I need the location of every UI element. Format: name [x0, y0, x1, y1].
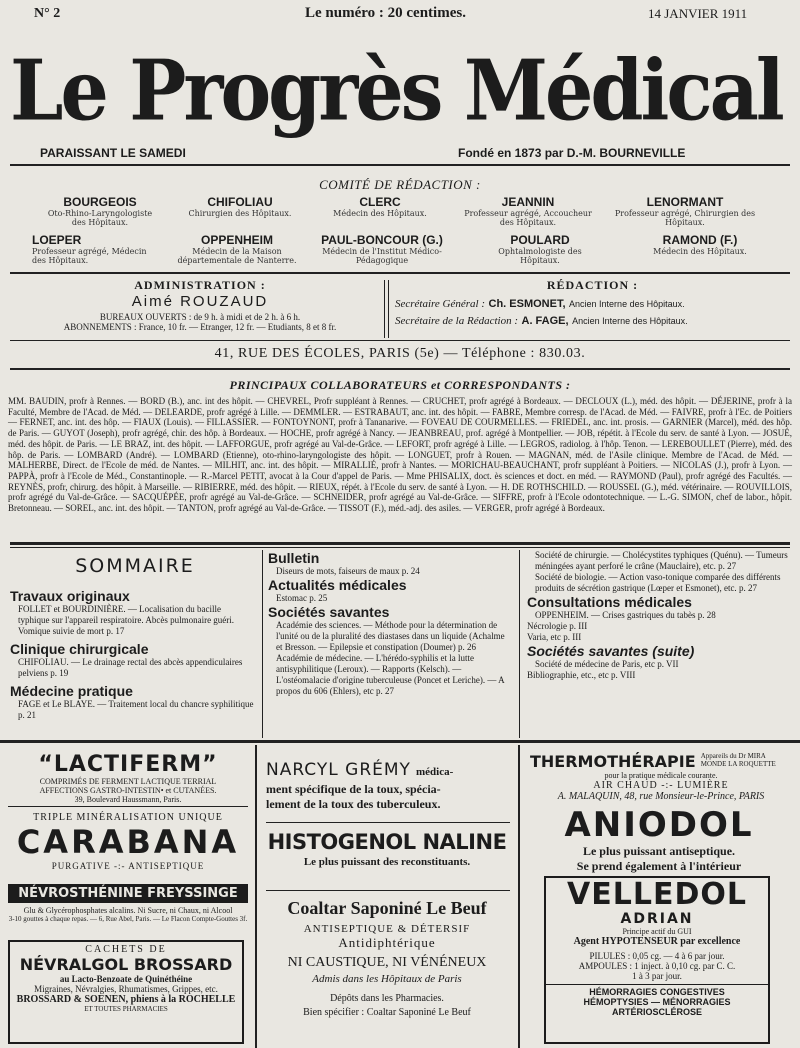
thermo-side	[701, 752, 776, 768]
toc-entry	[10, 604, 254, 637]
toc-entry	[10, 699, 254, 721]
toc-entry	[10, 657, 254, 679]
ad-rule	[266, 890, 510, 891]
toc-entry	[527, 610, 790, 621]
collaborators-list: MM. BAUDIN, profr à Rennes. — BORD (B.), anc. int des hôpit. — CHEVREL, Profr suppléant à Rennes. — CRUCHET, profr agrégé à Bordeaux. — DECLOUX (L.), méd. des hôpit. — DÉJERINE, profr à la Faculté, Membre de l'Acad. de Méd. — DELEARDE, profr agrégé à Lille. — DEMMLER. — ESTRABAUT, anc. int. des hôpit. — FABRE, Membre corresp. de l'Acad. de Méd. — FAIVRE, profr à l'Ec. de Poitiers — FERNET, anc. int. des hôp. — FIAUX (Louis). — FILLASSIER. — FONTOYNONT, profr à Tananarive. — FOVEAU DE COURMELLES. — FRIEDEL, anc. int. prosis. — GARNIER (Marcel), méd. des hôp. de Paris. — GUYOT (Joseph), profr agrégé, chir. des hôp. à Bordeaux. — HOCHE, profr agrégé à Nancy. — JEANBREAU, prof. agrégé à Montpellier. — JOB, répétit. à l'Ecole du serv. de santé à Lyon. — JOSUÉ, méd. des hôpit. de Paris. — LE BRAZ, int. des hôpit. — LAFFORGUE, profr agrégé au Val-de-Grâce. — LEFORT, profr agrégé à Lille. — LEGROS, radiolog. à l'hôp. Tenon. — LEREBOULLET (Pierre), méd. des hôp. de Paris. — LOMBARD (André). — LOMBARD (Etienne), oto-rhino-laryngologiste des hôpit. — LONGUET, profr à Rouen. — MAGNAN, méd. de l'Asile clinique. Membre de l'Acad. de Méd. — MALHERBE, Direct. de l'Ecole de méd. de Nantes. — MILHIT, anc. int. des hôpit. — MIRALLIÉ, profr à Nantes. — MORICHAU-BEAUCHANT, profr suppléant à Poitiers. — NICOLAS (J.), profr à Lyon. — PAPPÀ, profr à l'Ecole de Méd., Constantinople. — R.-Marcel PETIT, avocat à la Cour d'appel de Paris. — Mme PHISALIX, doct. ès sciences et doct. en méd. — RAYMOND (Paul), profr agrégé des Facultés. — REYNÈS, profr, chirurg. des hôpit. à Marseille. — RIBIERRE, méd. des hôpit. — RIEUX, répét. à l'Ecole du serv. de santé à Lyon. — H. DE ROTHSCHILD. — ROUSSEL (G.), méd. vétérinaire. — ROUVILLOIS, profr agrégé du Val-de-Grâce. — SACQUÉPÉE, profr agrégé au Val-de-Grâce. — SCHNEIDER, profr agrégé au Val-de-Grâce. — SIFFRE, profr à l'Ecole odontotechnique. — L.-G. SIMON, chef de labor., hôpit. Bretonneau. — SOREL, anc. int. des hôpit. — TANTON, profr agrégé au Val-de-Grâce. — TISSOT (F.), méd.-adj. des asiles. — VERGER, profr agrégé à Bordeaux.	[8, 396, 792, 514]
velledol-name: VELLEDOL	[567, 877, 747, 912]
admin-name: Aimé ROUZAUD	[131, 293, 269, 310]
secretary-general-line	[395, 297, 790, 310]
committee-member	[610, 195, 760, 227]
toc-entry-text: Société de chirurgie. — Cholécystites typhiques (Quénu). — Tumeurs méningées ayant perforé le crâne (Mauclaire), etc.	[535, 550, 788, 571]
admin-divider	[384, 280, 385, 338]
address-line: 41, RUE DES ÉCOLES, PARIS (5e) — Téléphone : 830.03.	[214, 346, 586, 361]
committee-heading: COMITÉ DE RÉDACTION :	[319, 177, 481, 192]
toc-entry	[268, 620, 512, 653]
member-role: Médecin de l'Institut Médico-Pédagogique	[322, 247, 442, 265]
secretary-redaction-label: Secrétaire de la Rédaction :	[395, 315, 518, 327]
toc-page: p. 27	[738, 583, 757, 593]
toc-entry-text: Diseurs de mots, faiseurs de maux	[276, 566, 400, 576]
thermo-side-line1: Appareils du Dr MIRA	[700, 752, 766, 760]
aniodol-name: ANIODOL	[564, 805, 754, 845]
lactiferm-line3: 39, Boulevard Haussmann, Paris.	[74, 795, 182, 804]
ad-aniodol	[526, 806, 792, 874]
secretary-general-label: Secrétaire Général :	[395, 298, 486, 310]
collaborators-rule-2	[10, 547, 790, 548]
velledol-sub: ADRIAN	[620, 911, 694, 927]
toc-page: p. 21	[18, 710, 36, 720]
carabana-top: TRIPLE MINÉRALISATION UNIQUE	[33, 812, 223, 823]
gremy-line2: lement de la toux des tuberculeux.	[266, 797, 441, 811]
toc-entry-text: Bibliographie, etc., etc	[527, 670, 609, 680]
admin-divider-2	[388, 280, 389, 338]
toc-page: p. 27	[718, 561, 737, 571]
ad-rule	[8, 806, 248, 807]
thermo-side-line2: MONDE LA ROQUETTE	[700, 760, 776, 768]
toc-entry-text: Société de biologie. — Action vaso-tonique comparée des différents produits de sécrétion gastrique (Lœper et Esmonet), etc.	[535, 572, 781, 593]
brossard-line1: au Lacto-Benzoate de Quinéthéine	[59, 974, 193, 984]
masthead-title: Le Progrès Médical	[10, 41, 782, 140]
member-name: OPPENHEIM	[200, 233, 273, 247]
lactiferm-line1: COMPRIMÉS DE FERMENT LACTIQUE TERRIAL	[39, 777, 217, 786]
toc-entry-text: Académie des sciences. — Méthode pour la détermination de l'unité ou de la pluralité des diastases dans un liquide (Achalme et Bresson. — Epilepsie et constipation (Doumer)	[276, 620, 505, 652]
committee-member	[458, 195, 598, 227]
committee-member	[40, 195, 160, 227]
toc-page: p. 24	[401, 566, 420, 576]
thermo-line3: A. MALAQUIN, 48, rue Monsieur-le-Prince, PARIS	[557, 791, 765, 802]
toc-entry	[268, 593, 512, 604]
gremy-line1: ment spécifique de la toux, spécia-	[266, 782, 441, 796]
velledol-line1: Principe actif du GUI	[622, 927, 692, 936]
member-name: JEANNIN	[501, 195, 555, 209]
coaltar-line5: Dépôts dans les Pharmacies.	[330, 993, 444, 1004]
toc-entry	[527, 659, 790, 670]
member-role: Oto-Rhino-Laryngologiste des Hôpitaux.	[47, 209, 153, 227]
toc-section-heading: Actualités médicales	[268, 577, 407, 593]
member-role: Professeur agrégé, Accoucheur des Hôpitaux.	[464, 209, 592, 227]
committee-member	[32, 233, 152, 265]
coaltar-name: Coaltar Saponiné Le Beuf	[287, 898, 487, 918]
toc-section-heading: Sociétés savantes	[268, 604, 390, 620]
coaltar-line1: ANTISEPTIQUE & DÉTERSIF	[303, 923, 471, 935]
aniodol-line2: Se prend également à l'intérieur	[576, 859, 742, 873]
committee-member	[172, 233, 302, 265]
toc-section-heading: Bulletin	[268, 550, 320, 566]
secretary-general-role: Ancien Interne des Hôpitaux.	[569, 299, 685, 309]
toc-entry	[527, 550, 790, 572]
toc-entry-text: CHIFOLIAU. — Le drainage rectal des abcès appendiculaires pelviens	[18, 657, 243, 678]
issue-number: N° 2	[34, 6, 61, 21]
brossard-line2: Migraines, Névralgies, Rhumatismes, Grippes, etc.	[34, 984, 218, 994]
coaltar-line4: Admis dans les Hôpitaux de Paris	[312, 973, 462, 985]
committee-member	[180, 195, 300, 218]
toc-page: p. 27	[375, 686, 394, 696]
issue-date: 14 JANVIER 1911	[648, 6, 748, 21]
member-role: Professeur agrégé, Médecin des Hôpitaux.	[32, 247, 147, 265]
toc-page: p. III	[563, 632, 582, 642]
velledol-line8: ARTÉRIOSCLÉROSE	[611, 1007, 702, 1017]
sommaire-col-divider-2	[519, 550, 520, 738]
thermo-title-line	[530, 752, 792, 771]
committee-member	[312, 233, 452, 265]
gremy-name: NARCYL GRÉMY	[266, 760, 411, 780]
secretary-redaction-role: Ancien Interne des Hôpitaux.	[572, 316, 688, 326]
masthead-rule	[10, 164, 790, 166]
member-name: LENORMANT	[646, 195, 724, 209]
member-role: Professeur agrégé, Chirurgien des Hôpitaux.	[614, 209, 756, 227]
toc-page: p. 26	[457, 642, 476, 652]
ads-col-divider-1	[255, 745, 257, 1048]
toc-section-heading: Médecine pratique	[10, 683, 133, 699]
lactiferm-title: “LACTIFERM”	[38, 752, 218, 777]
coaltar-line2: Antidiphtérique	[338, 935, 436, 950]
toc-page: p. 28	[697, 610, 716, 620]
brossard-name: NÉVRALGOL BROSSARD	[19, 955, 233, 974]
toc-entry	[527, 670, 790, 681]
ads-rule	[0, 740, 800, 743]
sommaire-col-2	[268, 550, 512, 697]
secretary-redaction-name: A. FAGE,	[521, 315, 569, 327]
member-name: LOEPER	[32, 233, 82, 247]
toc-section-heading: Travaux originaux	[10, 588, 130, 604]
redaction-block	[395, 278, 790, 327]
toc-entry-text: Estomac	[276, 593, 307, 603]
toc-entry-text: Nécrologie	[527, 621, 567, 631]
member-name: CLERC	[359, 195, 401, 209]
member-role: Médecin des Hôpitaux.	[653, 247, 747, 256]
ad-histogenol	[262, 830, 512, 868]
ad-coaltar	[262, 898, 512, 1018]
carabana-name: CARABANA	[16, 823, 240, 861]
subscriptions: ABONNEMENTS : France, 10 fr. — Etranger, 12 fr. — Etudiants, 8 et 8 fr.	[63, 322, 337, 332]
founding-note: Fondé en 1873 par D.-M. BOURNEVILLE	[458, 146, 686, 160]
ads-col-divider-2	[518, 745, 520, 1048]
toc-entry-text: OPPENHEIM. — Crises gastriques du tabès	[535, 610, 696, 620]
address-rule-bottom	[10, 368, 790, 370]
toc-section-heading: Sociétés savantes (suite)	[527, 643, 695, 659]
publication-frequency: PARAISSANT LE SAMEDI	[40, 146, 186, 160]
toc-entry	[527, 621, 790, 632]
toc-entry-text: FAGE et Le BLAYE. — Traitement local du chancre syphilitique	[18, 699, 254, 709]
toc-page: p. VII	[657, 659, 679, 669]
ad-velledol	[544, 876, 770, 1044]
brossard-top: CACHETS DE	[85, 944, 167, 955]
carabana-sub: PURGATIVE -:- ANTISEPTIQUE	[51, 861, 205, 871]
office-hours: BUREAUX OUVERTS : de 9 h. à midi et de 2 h. à 6 h.	[99, 312, 301, 322]
toc-section-heading: Clinique chirurgicale	[10, 641, 149, 657]
velledol-line3: PILULES : 0,05 cg. — 4 à 6 par jour.	[589, 951, 725, 961]
member-role: Médecin de la Maison départementale de Nanterre.	[177, 247, 297, 265]
toc-entry-text: FOLLET et BOURDINIÈRE. — Localisation du bacille typhique sur l'appareil respiratoire. Abcès pulmonaire guéri. Vomique suivie de mort	[18, 604, 235, 636]
member-name: RAMOND (F.)	[662, 233, 738, 247]
histogenol-sub: Le plus puissant des reconstituants.	[303, 856, 471, 868]
velledol-line2: Agent HYPOTENSEUR par excellence	[573, 936, 741, 947]
aniodol-line1: Le plus puissant antiseptique.	[582, 844, 736, 858]
admin-heading: ADMINISTRATION :	[134, 278, 266, 292]
toc-entry	[268, 653, 512, 697]
sommaire-col-1	[10, 588, 254, 721]
redaction-heading: RÉDACTION :	[546, 278, 639, 292]
thermo-line1: pour la pratique médicale courante.	[604, 771, 718, 780]
gremy-tail: médica-	[416, 766, 454, 778]
coaltar-line6: Bien spécifier : Coaltar Saponiné Le Beuf	[303, 1007, 471, 1018]
ad-brossard	[8, 940, 244, 1044]
ad-thermotherapie	[530, 752, 792, 802]
brossard-line4: ET TOUTES PHARMACIES	[84, 1005, 168, 1013]
lactiferm-line2: AFFECTIONS GASTRO-INTESTIN• et CUTANÉES.	[39, 786, 217, 795]
toc-section-heading: Consultations médicales	[527, 594, 692, 610]
ad-gremy	[266, 760, 510, 812]
freyssinge-line2: 3-10 gouttes à chaque repas. — 6, Rue Abel, Paris. — Le Flacon Compte-Gouttes 3f.	[8, 915, 248, 923]
committee-member	[320, 195, 440, 218]
sommaire-heading: SOMMAIRE	[75, 555, 195, 577]
member-role: Médecin des Hôpitaux.	[333, 209, 427, 218]
admin-block	[20, 278, 380, 332]
velledol-line7: HÉMOPTYSIES — MÉNORRAGIES	[583, 997, 731, 1007]
sommaire-col-3	[527, 550, 790, 681]
address-rule-top	[10, 340, 790, 341]
secretary-redaction-line	[395, 314, 790, 327]
ad-freyssinge	[8, 884, 248, 923]
toc-page: p. 19	[50, 668, 69, 678]
gremy-title-line	[266, 760, 510, 780]
velledol-line6: HÉMORRAGIES CONGESTIVES	[546, 984, 768, 997]
histogenol-name: HISTOGENOL NALINE	[267, 830, 507, 854]
sommaire-col-divider-1	[262, 550, 263, 738]
member-name: PAUL-BONCOUR (G.)	[321, 233, 443, 247]
toc-entry-text: Varia, etc	[527, 632, 561, 642]
velledol-line4: AMPOULES : 1 inject. à 0,10 cg. par C. C.	[578, 961, 736, 971]
member-role: Chirurgien des Hôpitaux.	[188, 209, 292, 218]
member-role: Ophtalmologiste des Hôpitaux.	[498, 247, 582, 265]
toc-page: p. 25	[309, 593, 328, 603]
toc-page: p. VIII	[610, 670, 636, 680]
member-name: POULARD	[510, 233, 570, 247]
freyssinge-name: NÉVROSTHÉNINE FREYSSINGE	[8, 884, 248, 903]
toc-entry	[527, 572, 790, 594]
member-name: BOURGEOIS	[63, 195, 137, 209]
brossard-line3: BROSSARD & SOENEN, phiens à la ROCHELLE	[16, 994, 236, 1005]
committee-member	[640, 233, 760, 256]
thermo-line2: AIR CHAUD -:- LUMIÈRE	[593, 780, 729, 791]
price: Le numéro : 20 centimes.	[305, 5, 466, 21]
secretary-general-name: Ch. ESMONET,	[488, 298, 566, 310]
freyssinge-line1: Glu & Glycérophosphates alcalins. Ni Sucre, ni Chaux, ni Alcool	[23, 906, 233, 915]
committee-rule	[10, 272, 790, 274]
toc-entry-text: Académie de médecine. — L'hérédo-syphilis et la lutte antisyphilitique (Leroux). — Rapports (Kelsch). — L'ostéomalacie d'origine tuberculeuse (Poncet et Leriche). — A propos du 606 (Ehlers), etc	[276, 653, 505, 696]
ad-rule	[266, 822, 510, 823]
collaborators-heading: PRINCIPAUX COLLABORATEURS et CORRESPONDANTS :	[229, 378, 571, 392]
velledol-line5: 1 à 3 par jour.	[632, 971, 682, 981]
member-name: CHIFOLIAU	[207, 195, 273, 209]
ad-carabana	[8, 812, 248, 871]
toc-entry	[268, 566, 512, 577]
toc-page: p. 17	[106, 626, 125, 636]
ad-lactiferm	[8, 752, 248, 804]
coaltar-line3: NI CAUSTIQUE, NI VÉNÉNEUX	[287, 955, 487, 970]
collaborators-rule	[10, 542, 790, 545]
committee-member	[480, 233, 600, 265]
toc-entry-text: Société de médecine de Paris, etc	[535, 659, 655, 669]
thermo-name: THERMOTHÉRAPIE	[530, 752, 696, 771]
toc-page: p. III	[569, 621, 588, 631]
toc-entry	[527, 632, 790, 643]
